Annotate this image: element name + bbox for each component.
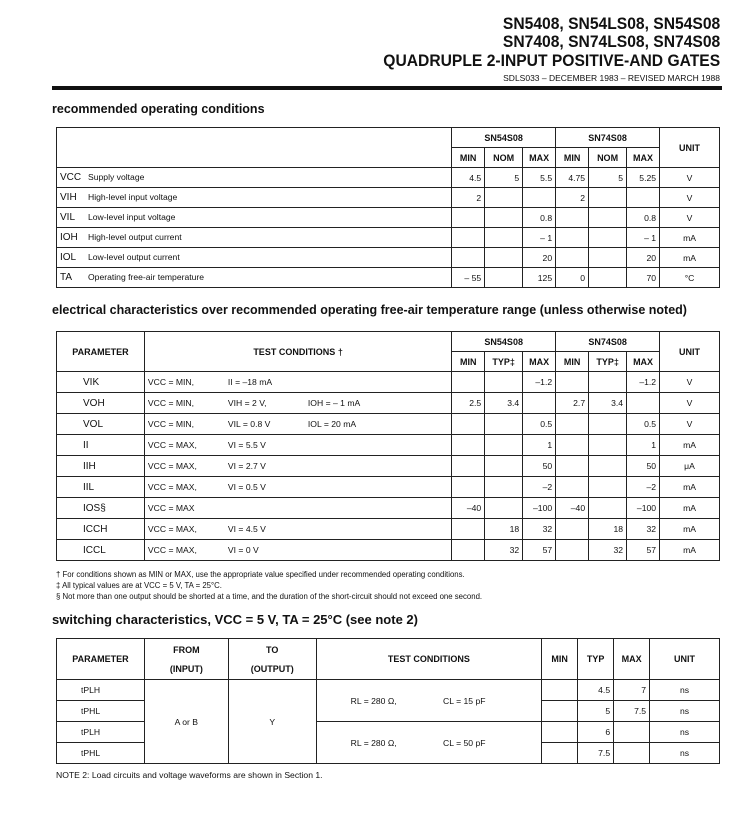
- roc-param-cell: [57, 188, 452, 208]
- roc-value: [556, 248, 589, 268]
- sw-cond-cl: CL = 50 pF: [443, 737, 486, 748]
- roc-row: [57, 228, 720, 248]
- ec-parameter: ICCH: [57, 519, 145, 540]
- sw-min-value: [542, 743, 578, 764]
- ec-value: [452, 372, 485, 393]
- ec-value: [556, 435, 589, 456]
- sw-from-sub-label: (INPUT): [169, 663, 203, 674]
- ec-value: [452, 414, 485, 435]
- roc-value: 5: [485, 168, 523, 188]
- ec-parameter: IIL: [57, 477, 145, 498]
- ec-value: 32: [485, 540, 523, 561]
- ec-value: [452, 477, 485, 498]
- sw-max-value: [614, 722, 650, 743]
- ec-test-conditions: [144, 456, 451, 477]
- roc-param-cell: [57, 228, 452, 248]
- ec-value: –2: [523, 477, 556, 498]
- roc-description: Low-level input voltage: [88, 212, 176, 222]
- roc-unit-header: UNIT: [660, 128, 720, 168]
- roc-symbol: VCC: [60, 172, 82, 183]
- ec-value: [556, 372, 589, 393]
- ec-value: [589, 435, 627, 456]
- ec-value: –100: [523, 498, 556, 519]
- sw-typ-value: 6: [578, 722, 614, 743]
- ec-unit: mA: [660, 498, 720, 519]
- roc-sub-header: MAX: [523, 148, 556, 168]
- roc-value: – 1: [523, 228, 556, 248]
- roc-value: [452, 248, 485, 268]
- roc-unit: V: [660, 208, 720, 228]
- ec-unit: V: [660, 393, 720, 414]
- ec-value: [556, 519, 589, 540]
- sw-min-value: [542, 722, 578, 743]
- ec-test-conditions: [144, 414, 451, 435]
- roc-sub-header: NOM: [589, 148, 627, 168]
- roc-sub-header: MAX: [627, 148, 660, 168]
- roc-row: [57, 188, 720, 208]
- ec-cond-vcc: VCC = MIN,: [147, 419, 194, 429]
- ec-row: [57, 519, 720, 540]
- roc-description: Operating free-air temperature: [88, 272, 205, 282]
- ec-value: [452, 519, 485, 540]
- roc-value: [589, 208, 627, 228]
- ec-row: [57, 372, 720, 393]
- roc-unit: mA: [660, 248, 720, 268]
- roc-unit: V: [660, 168, 720, 188]
- roc-param-cell: [57, 248, 452, 268]
- ec-cond-vcc: VCC = MAX,: [147, 482, 197, 492]
- roc-param-cell: [57, 168, 452, 188]
- roc-param-cell: [57, 268, 452, 288]
- roc-value: [556, 208, 589, 228]
- sw-unit-header: UNIT: [650, 639, 720, 680]
- ec-value: 18: [589, 519, 627, 540]
- ec-parameter: VIK: [57, 372, 145, 393]
- roc-value: 5.25: [627, 168, 660, 188]
- ec-cond-vcc: VCC = MIN,: [147, 377, 194, 387]
- roc-symbol: VIL: [60, 212, 76, 223]
- roc-value: 125: [523, 268, 556, 288]
- ec-unit: mA: [660, 519, 720, 540]
- roc-group-sn74s08: SN74S08: [556, 128, 660, 148]
- ec-value: [485, 456, 523, 477]
- roc-row: [57, 168, 720, 188]
- sw-param-cell: tPHL: [57, 743, 145, 764]
- roc-table: [56, 127, 720, 288]
- ec-value: [556, 540, 589, 561]
- roc-value: [627, 188, 660, 208]
- ec-cond-vcc: VCC = MAX,: [147, 524, 197, 534]
- ec-unit: mA: [660, 435, 720, 456]
- sw-param-cell: tPHL: [57, 701, 145, 722]
- sw-unit-value: ns: [650, 743, 720, 764]
- roc-value: 70: [627, 268, 660, 288]
- ec-sub-header: MIN: [556, 352, 589, 372]
- ec-value: 2.5: [452, 393, 485, 414]
- ec-row: [57, 540, 720, 561]
- footnote-section: § Not more than one output should be shorted at a time, and the duration of the short-circuit should not exceed one second.: [56, 592, 483, 601]
- ec-value: [589, 456, 627, 477]
- ec-unit-header: UNIT: [660, 332, 720, 372]
- roc-value: [589, 268, 627, 288]
- sw-cond-cl: CL = 15 pF: [443, 695, 486, 706]
- ec-cond-vcc: VCC = MAX,: [147, 545, 197, 555]
- sw-max-value: 7.5: [614, 701, 650, 722]
- sw-parameter-header: PARAMETER: [57, 639, 145, 680]
- roc-sub-header: MIN: [452, 148, 485, 168]
- ec-unit: μA: [660, 456, 720, 477]
- ec-value: [589, 477, 627, 498]
- sw-from-header: [144, 639, 228, 680]
- roc-symbol: VIH: [60, 192, 77, 203]
- footnote-dagger: † For conditions shown as MIN or MAX, use the appropriate value specified under recommended operating conditions.: [56, 570, 465, 579]
- roc-sub-header: NOM: [485, 148, 523, 168]
- roc-param-cell: [57, 208, 452, 228]
- ec-value: [556, 414, 589, 435]
- sw-max-value: [614, 743, 650, 764]
- roc-value: [589, 188, 627, 208]
- ec-value: –1.2: [627, 372, 660, 393]
- sw-to-label: TO: [266, 644, 279, 655]
- sw-unit-value: ns: [650, 701, 720, 722]
- ec-value: [485, 372, 523, 393]
- ec-row: [57, 414, 720, 435]
- roc-value: 4.75: [556, 168, 589, 188]
- roc-description: Low-level output current: [88, 252, 180, 262]
- ec-value: [485, 435, 523, 456]
- roc-group-sn54s08: SN54S08: [452, 128, 556, 148]
- ec-value: [452, 540, 485, 561]
- ec-cond-vcc: VCC = MAX,: [147, 461, 197, 471]
- ec-unit: V: [660, 372, 720, 393]
- ec-row: [57, 498, 720, 519]
- ec-group-sn74s08: SN74S08: [556, 332, 660, 352]
- ec-value: [556, 477, 589, 498]
- ec-value: [485, 477, 523, 498]
- ec-row: [57, 393, 720, 414]
- ec-value: 50: [627, 456, 660, 477]
- ec-value: [589, 414, 627, 435]
- ec-value: 32: [589, 540, 627, 561]
- ec-cond-vcc: VCC = MAX: [147, 503, 195, 513]
- sw-min-value: [542, 680, 578, 701]
- roc-value: 20: [523, 248, 556, 268]
- ec-value: [627, 393, 660, 414]
- ec-parameter: IOS§: [57, 498, 145, 519]
- roc-value: [485, 208, 523, 228]
- ec-value: –100: [627, 498, 660, 519]
- roc-value: [485, 188, 523, 208]
- roc-value: 0.8: [523, 208, 556, 228]
- sw-typ-header: TYP: [578, 639, 614, 680]
- ec-cond-2: VIH = 2 V,: [227, 398, 267, 408]
- ec-value: 57: [627, 540, 660, 561]
- ec-cond-2: II = –18 mA: [227, 377, 273, 387]
- sw-min-value: [542, 701, 578, 722]
- ec-cond-2: VIL = 0.8 V: [227, 419, 271, 429]
- roc-value: 4.5: [452, 168, 485, 188]
- sw-cond-rl: RL = 280 Ω,: [350, 695, 397, 706]
- roc-value: [485, 248, 523, 268]
- ec-value: [452, 435, 485, 456]
- ec-test-conditions: [144, 435, 451, 456]
- roc-description: High-level output current: [88, 232, 182, 242]
- roc-description: Supply voltage: [88, 172, 145, 182]
- roc-symbol: IOL: [60, 252, 77, 263]
- footnotes: [56, 569, 482, 602]
- ec-parameter-header: PARAMETER: [57, 332, 145, 372]
- sw-test-conditions-header: TEST CONDITIONS: [316, 639, 542, 680]
- part-numbers-line-2: SN7408, SN74LS08, SN74S08: [502, 32, 720, 51]
- ec-value: 3.4: [589, 393, 627, 414]
- roc-sub-header: MIN: [556, 148, 589, 168]
- sw-input-cell: A or B: [144, 680, 228, 764]
- ec-row: [57, 477, 720, 498]
- sw-typ-value: 4.5: [578, 680, 614, 701]
- sw-cond-rl: RL = 280 Ω,: [350, 737, 397, 748]
- roc-value: 2: [556, 188, 589, 208]
- footnote-double-dagger: ‡ All typical values are at VCC = 5 V, TA = 25°C.: [56, 581, 222, 590]
- ec-value: 0.5: [627, 414, 660, 435]
- ec-unit: V: [660, 414, 720, 435]
- roc-value: [589, 228, 627, 248]
- ec-parameter: ICCL: [57, 540, 145, 561]
- ec-parameter: VOH: [57, 393, 145, 414]
- ec-test-conditions: [144, 372, 451, 393]
- roc-title: recommended operating conditions: [52, 102, 265, 116]
- ec-test-conditions: [144, 519, 451, 540]
- sw-to-sub-label: (OUTPUT): [250, 663, 294, 674]
- sw-min-header: MIN: [542, 639, 578, 680]
- ec-cond-2: VI = 0.5 V: [227, 482, 266, 492]
- roc-symbol: TA: [60, 272, 73, 283]
- ec-value: –40: [556, 498, 589, 519]
- roc-value: 0.8: [627, 208, 660, 228]
- sw-title: switching characteristics, VCC = 5 V, TA = 25°C (see note 2): [52, 612, 418, 627]
- sw-unit-value: ns: [650, 680, 720, 701]
- ec-value: [556, 456, 589, 477]
- ec-cond-2: VI = 0 V: [227, 545, 259, 555]
- ec-value: –1.2: [523, 372, 556, 393]
- sw-typ-value: 5: [578, 701, 614, 722]
- ec-unit: mA: [660, 540, 720, 561]
- roc-value: – 55: [452, 268, 485, 288]
- part-numbers-line-1: SN5408, SN54LS08, SN54S08: [502, 14, 720, 33]
- ec-cond-3: IOL = 20 mA: [307, 419, 357, 429]
- roc-unit: V: [660, 188, 720, 208]
- ec-value: [485, 414, 523, 435]
- ec-cond-2: VI = 4.5 V: [227, 524, 266, 534]
- ec-test-conditions-header: TEST CONDITIONS †: [144, 332, 451, 372]
- document-header: [320, 14, 720, 86]
- roc-value: [589, 248, 627, 268]
- ec-value: 57: [523, 540, 556, 561]
- ec-value: [485, 498, 523, 519]
- ec-row: [57, 435, 720, 456]
- ec-cond-vcc: VCC = MAX,: [147, 440, 197, 450]
- sw-max-value: 7: [614, 680, 650, 701]
- ec-value: –2: [627, 477, 660, 498]
- roc-value: 5: [589, 168, 627, 188]
- sw-to-header: [228, 639, 316, 680]
- ec-cond-vcc: VCC = MIN,: [147, 398, 194, 408]
- ec-sub-header: MAX: [523, 352, 556, 372]
- roc-row: [57, 268, 720, 288]
- document-id: SDLS033 – DECEMBER 1983 – REVISED MARCH 1988: [503, 73, 720, 83]
- ec-value: 2.7: [556, 393, 589, 414]
- roc-value: 20: [627, 248, 660, 268]
- sw-param-cell: tPLH: [57, 680, 145, 701]
- ec-value: –40: [452, 498, 485, 519]
- ec-value: [523, 393, 556, 414]
- roc-unit: mA: [660, 228, 720, 248]
- ec-row: [57, 456, 720, 477]
- ec-sub-header: TYP‡: [589, 352, 627, 372]
- ec-cond-2: VI = 5.5 V: [227, 440, 266, 450]
- sw-from-label: FROM: [173, 644, 200, 655]
- ec-unit: mA: [660, 477, 720, 498]
- document-title: QUADRUPLE 2-INPUT POSITIVE-AND GATES: [383, 51, 720, 70]
- ec-parameter: VOL: [57, 414, 145, 435]
- ec-title: electrical characteristics over recommended operating free-air temperature range (unless otherwise noted): [52, 303, 687, 317]
- roc-value: [452, 228, 485, 248]
- sw-typ-value: 7.5: [578, 743, 614, 764]
- sw-param-cell: tPLH: [57, 722, 145, 743]
- ec-value: [589, 498, 627, 519]
- ec-test-conditions: [144, 477, 451, 498]
- ec-parameter: II: [57, 435, 145, 456]
- roc-value: – 1: [627, 228, 660, 248]
- ec-parameter: IIH: [57, 456, 145, 477]
- roc-value: [556, 228, 589, 248]
- roc-value: [485, 228, 523, 248]
- ec-value: 50: [523, 456, 556, 477]
- header-rule: [52, 86, 722, 90]
- roc-row: [57, 208, 720, 228]
- ec-test-conditions: [144, 540, 451, 561]
- ec-value: [452, 456, 485, 477]
- roc-value: [452, 208, 485, 228]
- ec-test-conditions: [144, 498, 451, 519]
- roc-value: 2: [452, 188, 485, 208]
- sw-output-cell: Y: [228, 680, 316, 764]
- roc-value: 0: [556, 268, 589, 288]
- roc-value: [523, 188, 556, 208]
- ec-test-conditions: [144, 393, 451, 414]
- roc-symbol: IOH: [60, 232, 78, 243]
- sw-max-header: MAX: [614, 639, 650, 680]
- sw-unit-value: ns: [650, 722, 720, 743]
- roc-row: [57, 248, 720, 268]
- roc-value: 5.5: [523, 168, 556, 188]
- ec-value: [589, 372, 627, 393]
- ec-value: 3.4: [485, 393, 523, 414]
- ec-value: 1: [523, 435, 556, 456]
- ec-value: 1: [627, 435, 660, 456]
- ec-table: [56, 331, 720, 561]
- ec-value: 32: [627, 519, 660, 540]
- sw-table: [56, 638, 720, 764]
- ec-cond-3: IOH = – 1 mA: [307, 398, 361, 408]
- note-2: NOTE 2: Load circuits and voltage waveforms are shown in Section 1.: [56, 770, 323, 780]
- ec-cond-2: VI = 2.7 V: [227, 461, 266, 471]
- ec-value: 0.5: [523, 414, 556, 435]
- ec-group-sn54s08: SN54S08: [452, 332, 556, 352]
- sw-cond-15pf: [316, 680, 542, 722]
- roc-unit: °C: [660, 268, 720, 288]
- ec-value: 32: [523, 519, 556, 540]
- sw-cond-50pf: [316, 722, 542, 764]
- roc-value: [485, 268, 523, 288]
- ec-value: 18: [485, 519, 523, 540]
- roc-description: High-level input voltage: [88, 192, 178, 202]
- ec-sub-header: MAX: [627, 352, 660, 372]
- ec-sub-header: TYP‡: [485, 352, 523, 372]
- ec-sub-header: MIN: [452, 352, 485, 372]
